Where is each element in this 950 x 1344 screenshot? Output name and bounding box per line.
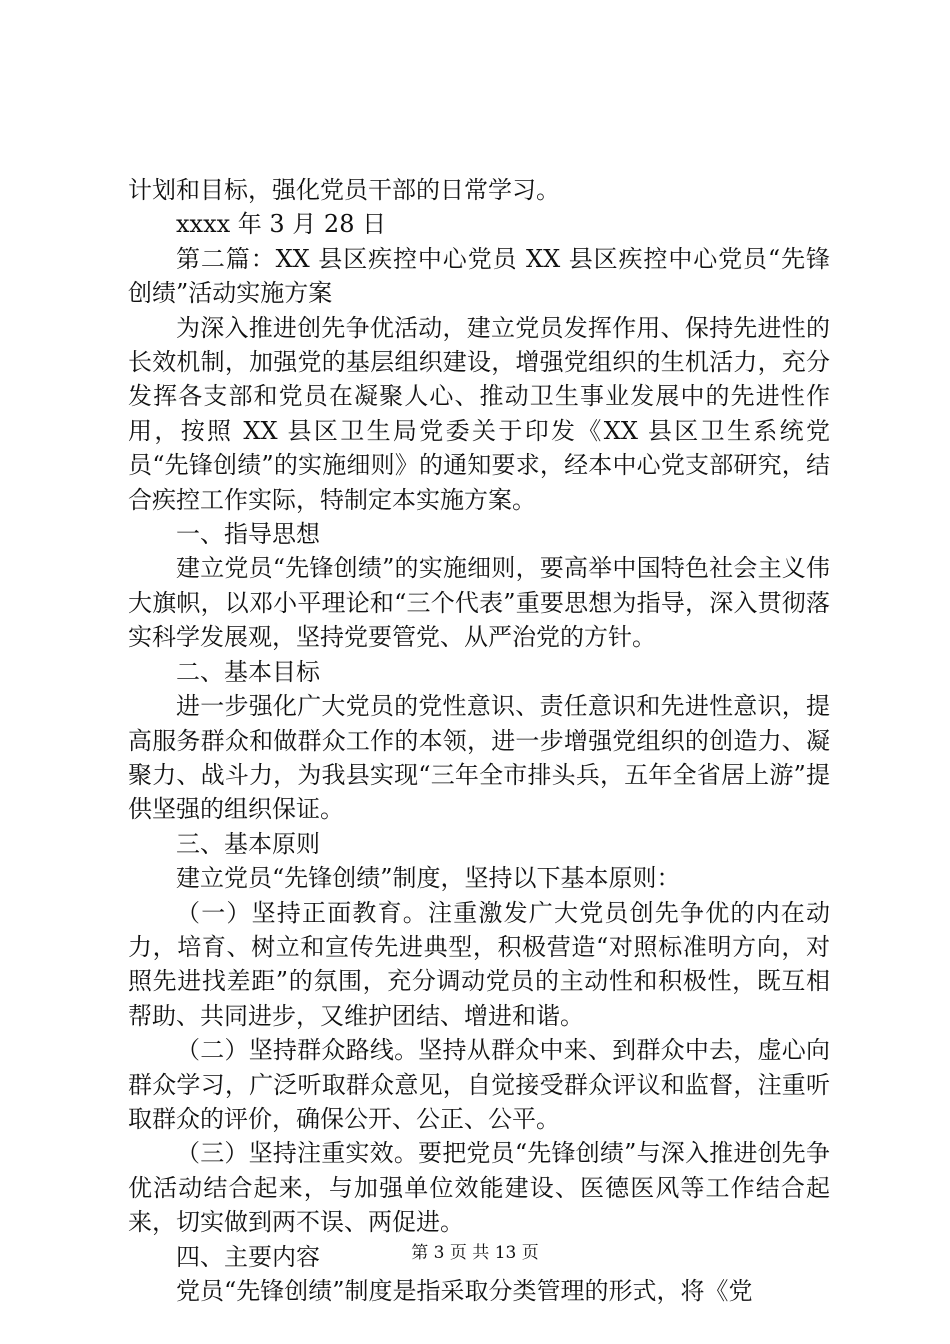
document-body <box>128 173 830 1308</box>
heading-main-content: 四、主要内容 <box>176 1242 320 1271</box>
paragraph-main-content: 党员“先锋创绩”制度是指采取分类管理的形式，将《党 <box>176 1277 753 1305</box>
principle-item-1: （一）坚持正面教育。注重激发广大党员创先争优的内在动力，培育、树立和宣传先进典型，积极营造“对照标准明方向，对照先进找差距”的氛围，充分调动党员的主动性和积极性，既互相帮助、共同进步，又维护团结、增进和谐。 <box>128 898 830 1030</box>
heading-basic-principles: 三、基本原则 <box>176 829 320 858</box>
section-title: 第二篇：XX 县区疾控中心党员 XX 县区疾控中心党员“先锋创绩”活动实施方案 <box>128 244 830 308</box>
principle-item-2: （二）坚持群众路线。坚持从群众中来、到群众中去，虚心向群众学习，广泛听取群众意见，自觉接受群众评议和监督，注重听取群众的评价，确保公开、公正、公平。 <box>128 1036 830 1133</box>
date-line: xxxx 年 3 月 28 日 <box>176 210 387 239</box>
paragraph-continuation: 计划和目标，强化党员干部的日常学习。 <box>128 176 560 204</box>
paragraph-guiding-ideology: 建立党员“先锋创绩”的实施细则，要高举中国特色社会主义伟大旗帜，以邓小平理论和“三个代表”重要思想为指导，深入贯彻落实科学发展观，坚持党要管党、从严治党的方针。 <box>128 554 830 652</box>
heading-guiding-ideology: 一、指导思想 <box>176 520 320 549</box>
principle-item-3: （三）坚持注重实效。要把党员“先锋创绩”与深入推进创先争优活动结合起来，与加强单位效能建设、医德医风等工作结合起来，切实做到两不误、两促进。 <box>128 1139 830 1237</box>
heading-basic-goals: 二、基本目标 <box>176 657 320 686</box>
page-footer: 第 3 页 共 13 页 <box>411 1243 539 1263</box>
paragraph-principles-intro: 建立党员“先锋创绩”制度，坚持以下基本原则： <box>176 864 681 893</box>
paragraph-intro: 为深入推进创先争优活动，建立党员发挥作用、保持先进性的长效机制，加强党的基层组织建设，增强党组织的生机活力，充分发挥各支部和党员在凝聚人心、推动卫生事业发展中的先进性作用，按照 XX 县区卫生局党委关于印发《XX 县区卫生系统党员“先锋创绩”的实施细则》的通知要求，经本中心党支部研究，结合疾控工作实际，特制定本实施方案。 <box>128 313 830 514</box>
paragraph-basic-goals: 进一步强化广大党员的党性意识、责任意识和先进性意识，提高服务群众和做群众工作的本领，进一步增强党组织的创造力、凝聚力、战斗力，为我县实现“三年全市排头兵，五年全省居上游”提供坚强的组织保证。 <box>128 692 830 824</box>
